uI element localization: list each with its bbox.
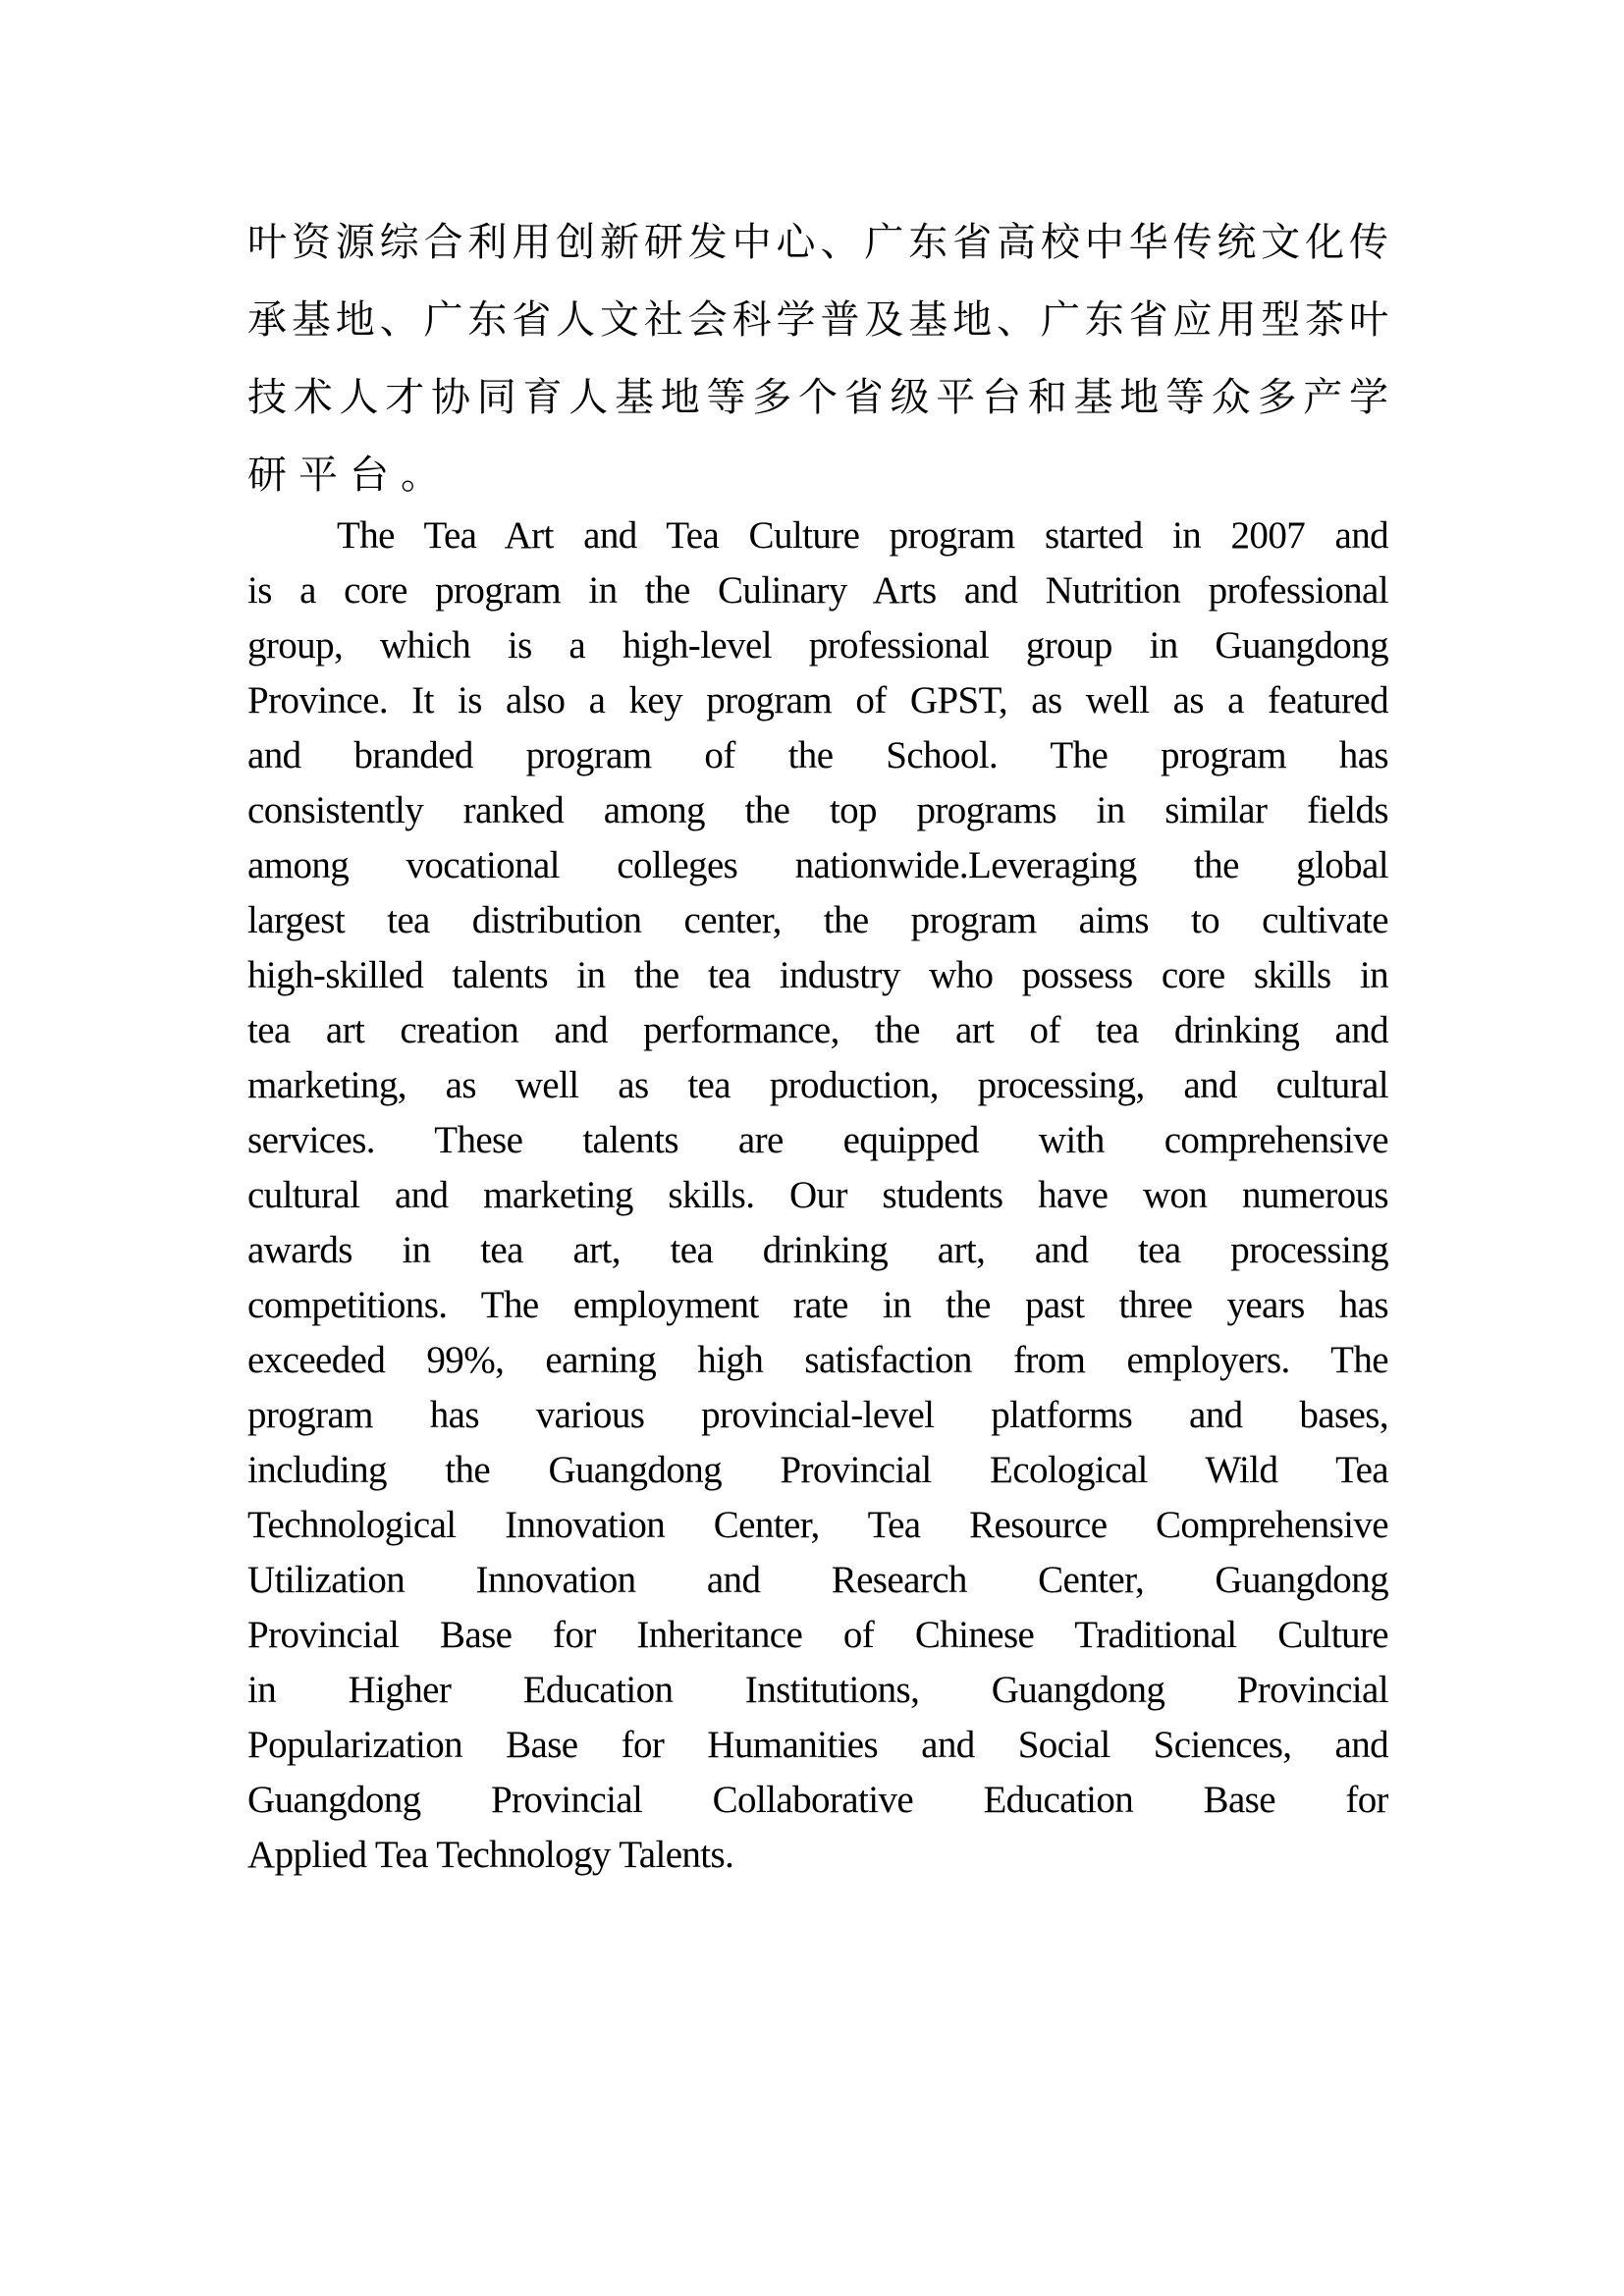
text-line: Provincial Base for Inheritance of Chinese Traditional Culture [247,1614,1388,1656]
text-line: Applied Tea Technology Talents. [247,1834,734,1876]
text-line: largest tea distribution center, the program aims to cultivate [247,899,1388,941]
text-line: Technological Innovation Center, Tea Resource Comprehensive [247,1504,1388,1546]
chinese-paragraph [247,204,1388,514]
text-line: Popularization Base for Humanities and Social Sciences, and [247,1724,1388,1766]
text-line: and branded program of the School. The program has [247,734,1388,776]
text-line: 承基地、广东省人文社会科学普及基地、广东省应用型茶叶 [247,297,1388,343]
text-line: high-skilled talents in the tea industry who possess core skills in [247,954,1388,996]
text-line: Utilization Innovation and Research Center, Guangdong [247,1559,1388,1601]
text-line: tea art creation and performance, the art of tea drinking and [247,1009,1388,1051]
text-line: group, which is a high-level professional group in Guangdong [247,624,1388,667]
text-line: 研平台。 [247,453,452,498]
text-line: in Higher Education Institutions, Guangdong Provincial [247,1669,1388,1711]
text-line: consistently ranked among the top programs in similar fields [247,789,1388,831]
text-line: Province. It is also a key program of GPST, as well as a featured [247,679,1388,721]
text-line: among vocational colleges nationwide.Leveraging the global [247,844,1388,886]
text-line: program has various provincial-level platforms and bases, [247,1394,1388,1436]
text-line: awards in tea art, tea drinking art, and tea processing [247,1229,1388,1271]
text-line: The Tea Art and Tea Culture program started in 2007 and [337,514,1388,557]
text-line: exceeded 99%, earning high satisfaction from employers. The [247,1339,1388,1381]
text-line: including the Guangdong Provincial Ecological Wild Tea [247,1449,1388,1491]
text-line: 技术人才协同育人基地等多个省级平台和基地等众多产学 [247,375,1388,420]
english-paragraph [247,508,1388,1883]
text-line: competitions. The employment rate in the past three years has [247,1284,1388,1326]
text-line: 叶资源综合利用创新研发中心、广东省高校中华传统文化传 [247,220,1388,265]
text-line: is a core program in the Culinary Arts and Nutrition professional [247,569,1388,612]
text-line: services. These talents are equipped with comprehensive [247,1119,1388,1161]
text-line: marketing, as well as tea production, processing, and cultural [247,1064,1388,1106]
text-line: Guangdong Provincial Collaborative Education Base for [247,1779,1388,1821]
text-line: cultural and marketing skills. Our students have won numerous [247,1174,1388,1216]
